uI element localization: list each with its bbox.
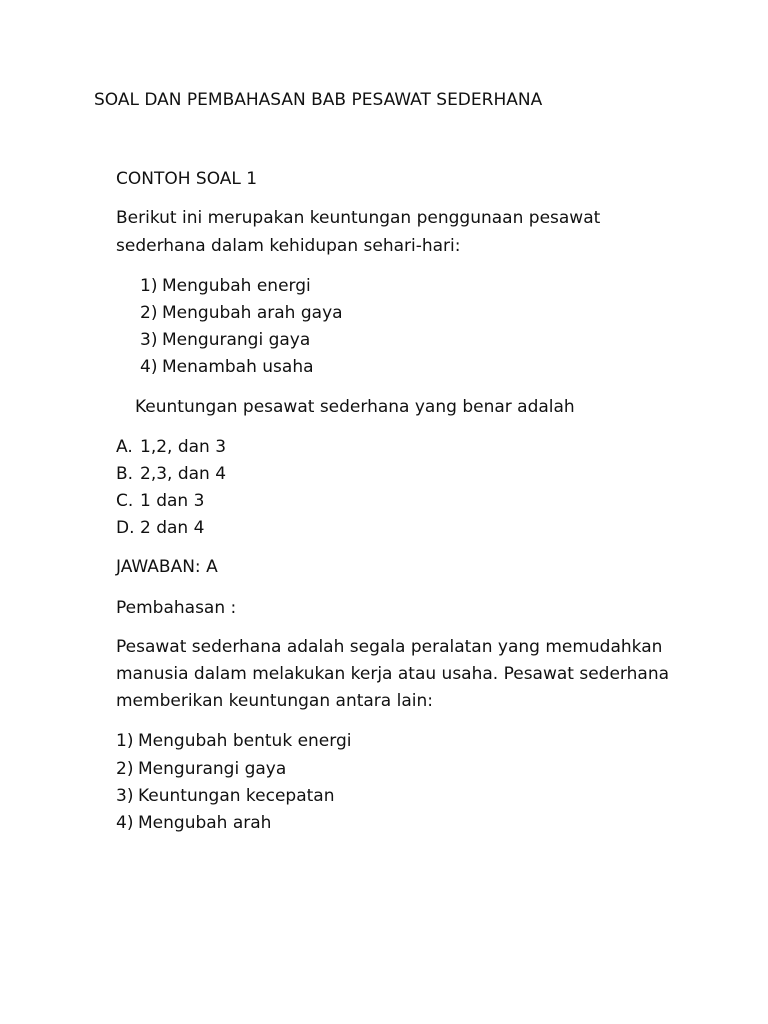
explanation-item (116, 812, 271, 834)
explanation-number: 2) (116, 759, 134, 779)
explanation-number: 3) (116, 786, 134, 806)
statement-text: Mengurangi gaya (162, 330, 311, 350)
statement-text: Menambah usaha (162, 357, 314, 377)
option-text: 1 dan 3 (140, 491, 205, 511)
statement-number: 2) (140, 303, 158, 323)
statement-item (140, 275, 311, 297)
explanation-item-text: Mengurangi gaya (138, 759, 287, 779)
intro-line: sederhana dalam kehidupan sehari-hari: (116, 236, 461, 256)
explanation-item-text: Mengubah bentuk energi (138, 731, 352, 751)
question-heading: CONTOH SOAL 1 (116, 169, 258, 189)
option-letter: B. (116, 464, 134, 484)
option-text: 1,2, dan 3 (140, 437, 227, 457)
answer-key: JAWABAN: A (116, 557, 218, 577)
statement-text: Mengubah energi (162, 276, 311, 296)
explanation-number: 1) (116, 731, 134, 751)
explanation-heading: Pembahasan : (116, 598, 237, 618)
statement-item (140, 329, 310, 351)
answer-option (116, 463, 226, 485)
statement-number: 1) (140, 276, 158, 296)
explanation-item (116, 730, 351, 752)
explanation-line: manusia dalam melakukan kerja atau usaha. Pesawat sederhana (116, 664, 670, 684)
option-letter: D. (116, 518, 135, 538)
statement-item (140, 356, 314, 378)
explanation-line: memberikan keuntungan antara lain: (116, 691, 433, 711)
statement-number: 4) (140, 357, 158, 377)
answer-option (116, 517, 204, 539)
explanation-item (116, 785, 334, 807)
statement-number: 3) (140, 330, 158, 350)
explanation-item-text: Mengubah arah (138, 813, 272, 833)
document-title: SOAL DAN PEMBAHASAN BAB PESAWAT SEDERHANA (94, 90, 543, 110)
statement-item (140, 302, 343, 324)
option-letter: A. (116, 437, 133, 457)
explanation-line: Pesawat sederhana adalah segala peralatan yang memudahkan (116, 637, 663, 657)
statement-text: Mengubah arah gaya (162, 303, 343, 323)
option-text: 2 dan 4 (140, 518, 205, 538)
answer-option (116, 490, 204, 512)
question-text: Keuntungan pesawat sederhana yang benar adalah (135, 397, 575, 417)
explanation-item (116, 758, 286, 780)
option-text: 2,3, dan 4 (140, 464, 227, 484)
option-letter: C. (116, 491, 134, 511)
answer-option (116, 436, 226, 458)
intro-line: Berikut ini merupakan keuntungan penggunaan pesawat (116, 208, 601, 228)
explanation-number: 4) (116, 813, 134, 833)
explanation-item-text: Keuntungan kecepatan (138, 786, 335, 806)
